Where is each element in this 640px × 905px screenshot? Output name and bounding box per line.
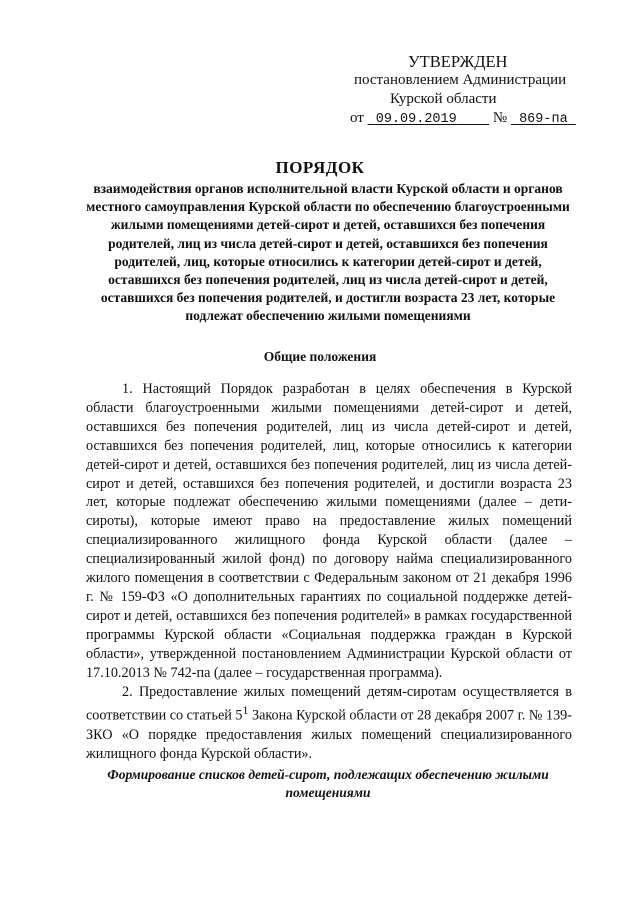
section-heading-general: Общие положения <box>263 349 377 364</box>
number-prefix: № <box>492 110 508 126</box>
paragraph-1: 1. Настоящий Порядок разработан в целях обеспечения в Курской области благоустроенными жилыми помещениями детей-сирот и детей, оставшихся без попечения родителей, лиц из числа детей-сирот и детей, оставшихся без попечения родителей, лиц, которые относились к категории детей-сирот и детей, оставшихся без попечения родителей, лиц из числа детей-сирот и детей, оставшихся без попечения родителей, и достигли возраста 23 лет, которые подлежат обеспечению жилыми помещениями (далее – дети-сироты), которые имеют право на предоставление жилых помещений специализированного жилищного фонда Курской области (далее – специализированный жилой фонд) по договору найма специализированного жилого помещения в соответствии с Федеральным законом от 21 декабря 1996 г. № 159-ФЗ «О дополнительных гарантиях по социальной поддержке детей-сирот и детей, оставшихся без попечения родителей» в рамках государственной программы Курской области «Социальная поддержка граждан в Курской области», утвержденной постановлением Администрации Курской области от 17.10.2013 № 742-па (далее – государственная программа). <box>86 381 572 681</box>
section-heading-lists: Формирование списков детей-сирот, подлежащих обеспечению жилыми помещениями <box>107 767 549 801</box>
approval-stamp <box>350 52 580 129</box>
document-subtitle: взаимодействия органов исполнительной власти Курской области и органов местного самоуправления Курской области по обеспечению благоустроенными жилыми помещениями детей-сирот и детей, оставшихся без попечения родителей, лиц из числа детей-сирот и детей, оставшихся без попечения родителей, лиц, которые относились к категории детей-сирот и детей, оставшихся без попечения родителей, лиц из числа детей-сирот и детей, оставшихся без попечения родителей, и достигли возраста 23 лет, которые подлежат обеспечению жилыми помещениями <box>86 181 570 324</box>
approval-issuer: постановлением Администрации <box>354 72 567 88</box>
approval-title: УТВЕРЖДЕН <box>408 52 508 71</box>
document-title: ПОРЯДОК <box>275 158 365 177</box>
approval-date-line <box>350 109 580 129</box>
paragraph-2: 2. Предоставление жилых помещений детям-сиротам осуществляется в соответствии со статьей $5^1$ Закона Курской области от 28 декабря 2007 г. № 139-ЗКО «О порядке предоставления жилых помещений специализированного жилищного фонда Курской области». <box>86 683 573 762</box>
approval-number: 869-па <box>519 112 568 127</box>
approval-date: 09.09.2019 <box>375 112 457 127</box>
approval-region: Курской области <box>390 91 497 107</box>
superscript: 1 <box>242 703 249 718</box>
date-prefix: от <box>350 110 364 126</box>
section-body-general <box>86 380 572 764</box>
